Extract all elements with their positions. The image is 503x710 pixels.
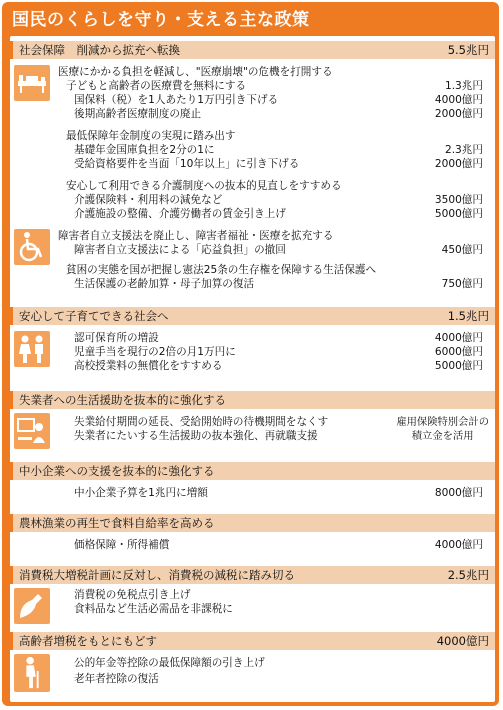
- policy-line: 中小企業予算を1兆円に増額: [74, 487, 208, 499]
- policy-line: 失業者にたいする生活援助の抜本強化、再就職支援: [74, 430, 318, 442]
- section-header-label: 安心して子育てできる社会へ: [19, 309, 169, 323]
- policy-value: 4000億円: [434, 94, 483, 106]
- section-header-label: 中小企業への支援を抜本的に強化する: [19, 464, 215, 478]
- policy-line: 消費税の免税点引き上げ: [74, 589, 191, 601]
- section-amount: 5.5兆円: [447, 43, 489, 57]
- policy-value: 4000億円: [434, 539, 483, 551]
- policy-line: 受給資格要件を当面「10年以上」に引き下げる: [74, 158, 300, 170]
- section-sme-support: [10, 462, 495, 506]
- section-header: [10, 462, 495, 480]
- policy-line: 生活保護の老齢加算・母子加算の復活: [74, 278, 255, 290]
- section-consumption-tax: [10, 566, 495, 624]
- wheelchair-icon: [14, 229, 50, 265]
- section-social-security: [10, 41, 495, 299]
- shopping-icon: [14, 588, 50, 624]
- policy-line: 安心して利用できる介護制度への抜本的見直しをすすめる: [66, 180, 342, 192]
- section-header-label: 農林漁業の再生で食料自給率を高める: [19, 516, 215, 530]
- policy-value: 4000億円: [434, 332, 483, 344]
- policy-line: 国保料（税）を1人あたり1万円引き下げる: [74, 94, 279, 106]
- policy-line: 子どもと高齢者の医療費を無料にする: [66, 80, 247, 92]
- policy-line: 介護保険料・利用料の減免など: [74, 194, 223, 206]
- policy-line: 後期高齢者医療制度の廃止: [74, 108, 202, 120]
- policy-line: 貧困の実態を国が把握し憲法25条の生存権を保障する生活保護へ: [66, 264, 377, 276]
- policy-line: 公的年金等控除の最低保障額の引き上げ: [74, 657, 265, 669]
- policy-value: 5000億円: [434, 208, 483, 220]
- policy-line: 障害者自立支援法を廃止し、障害者福祉・医療を拡充する: [58, 230, 334, 242]
- policy-value: 6000億円: [434, 346, 483, 358]
- funding-note-line: 雇用保険特別会計の: [396, 416, 489, 428]
- policy-line: 価格保障・所得補償: [74, 539, 170, 551]
- hospital-bed-icon: [14, 65, 50, 101]
- section-header: [10, 566, 495, 584]
- children-icon: [14, 331, 50, 367]
- section-header: [10, 307, 495, 325]
- policy-line: 食料品など生活必需品を非課税に: [74, 603, 233, 615]
- job-seeker-icon: [14, 413, 50, 449]
- policy-line: 高校授業料の無償化をすすめる: [74, 360, 223, 372]
- policy-value: 3500億円: [434, 194, 483, 206]
- policy-line: 基礎年金国庫負担を2分の1に: [74, 144, 215, 156]
- policy-line: 老年者控除の復活: [74, 673, 159, 685]
- policy-value: 2000億円: [434, 158, 483, 170]
- section-elderly-tax: [10, 632, 495, 696]
- section-header-label: 消費税大増税計画に反対し、消費税の減税に踏み切る: [19, 568, 295, 582]
- policy-line: 最低保障年金制度の実現に踏み出す: [66, 130, 236, 142]
- section-header-label: 失業者への生活援助を抜本的に強化する: [19, 393, 226, 407]
- section-header: [10, 632, 495, 650]
- section-header: [10, 391, 495, 409]
- policy-line: 介護施設の整備、介護労働者の賃金引き上げ: [74, 208, 286, 220]
- policy-value: 5000億円: [434, 360, 483, 372]
- policy-value: 2000億円: [434, 108, 483, 120]
- policy-line: 医療にかかる負担を軽減し、"医療崩壊"の危機を打開する: [58, 66, 333, 78]
- section-header: [10, 41, 495, 59]
- section-unemployed-support: [10, 391, 495, 455]
- policy-line: 失業給付期間の延長、受給開始時の待機期間をなくす: [74, 416, 329, 428]
- section-amount: 4000億円: [436, 634, 489, 648]
- section-agriculture: [10, 514, 495, 558]
- policy-value: 750億円: [441, 278, 483, 290]
- policy-value: 8000億円: [434, 487, 483, 499]
- panel-body: [10, 36, 495, 702]
- section-child-rearing: [10, 307, 495, 385]
- funding-note: [396, 415, 489, 443]
- section-header-label: 社会保障 削減から拡充へ転換: [19, 43, 180, 57]
- policy-line: 児童手当を現行の2倍の月1万円に: [74, 346, 236, 358]
- section-header-label: 高齢者増税をもとにもどす: [19, 634, 157, 648]
- funding-note-line: 積立金を活用: [411, 430, 474, 442]
- policy-value: 2.3兆円: [444, 144, 483, 156]
- policy-line: 障害者自立支援法による「応益負担」の撤回: [74, 244, 286, 256]
- section-header: [10, 514, 495, 532]
- policy-value: 450億円: [441, 244, 483, 256]
- policy-value: 1.3兆円: [444, 80, 483, 92]
- elderly-person-icon: [14, 654, 50, 692]
- policy-panel: [2, 2, 499, 706]
- section-amount: 2.5兆円: [447, 568, 489, 582]
- section-amount: 1.5兆円: [447, 309, 489, 323]
- page-title: 国民のくらしを守り・支える主な政策: [12, 10, 310, 30]
- policy-line: 認可保育所の増設: [74, 332, 159, 344]
